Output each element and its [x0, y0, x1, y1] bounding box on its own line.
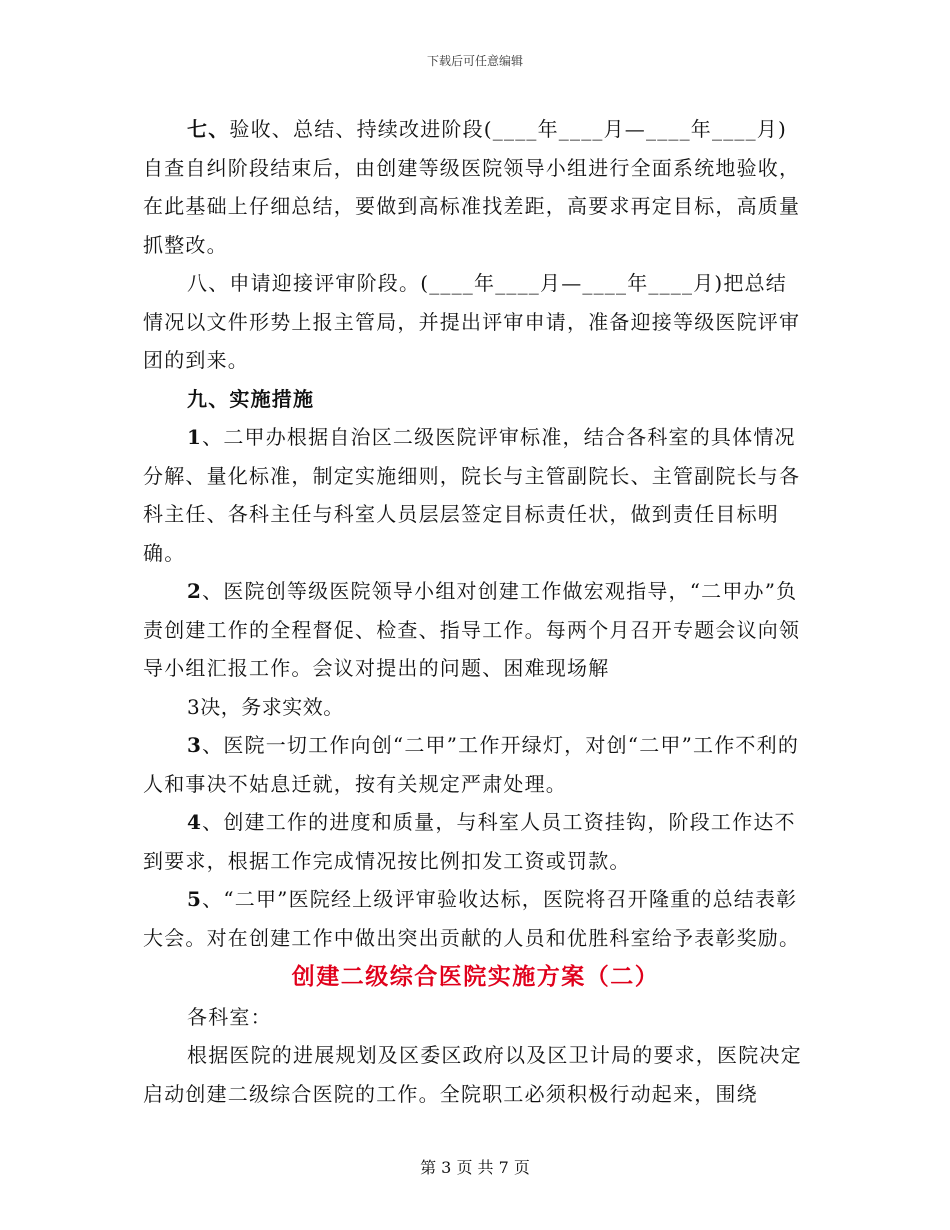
document-2-title: 创建二级综合医院实施方案（二） [291, 963, 660, 990]
measure-3-number: 3 [187, 733, 203, 757]
stage-7-number: 七、 [187, 117, 230, 141]
measure-2-continuation: 3决，务求实效。 [187, 694, 344, 719]
measure-item-2 [143, 572, 808, 688]
paragraph-stage-7 [143, 110, 808, 264]
measure-item-1 [143, 418, 808, 572]
paragraph-stage-8: 八、申请迎接评审阶段。(____年____月—____年____月)把总结情况以文件形势上报主管局，并提出评审申请，准备迎接等级医院评审团的到来。 [143, 271, 801, 372]
measure-5-text: 、“二甲”医院经上级评审验收达标，医院将召开隆重的总结表彰大会。对在创建工作中做出突出贡献的人员和优胜科室给予表彰奖励。 [143, 887, 801, 950]
measure-item-4 [143, 803, 808, 880]
section-heading-measures: 九、实施措施 [187, 386, 315, 411]
measure-5-number: 5 [187, 887, 203, 911]
measure-2-text: 、医院创等级医院领导小组对创建工作做宏观指导，“二甲办”负责创建工作的全程督促、检查、指导工作。每两个月召开专题会议向领导小组汇报工作。会议对提出的问题、困难现场解 [143, 579, 801, 680]
document-body [143, 110, 808, 1113]
measure-item-3 [143, 726, 808, 803]
measure-1-text: 、二甲办根据自治区二级医院评审标准，结合各科室的具体情况分解、量化标准，制定实施细则，院长与主管副院长、主管副院长与各科主任、各科主任与科室人员层层签定目标责任状，做到责任目标明确。 [143, 425, 801, 565]
measure-4-text: 、创建工作的进度和质量，与科室人员工资挂钩，阶段工作达不到要求，根据工作完成情况按比例扣发工资或罚款。 [143, 810, 796, 873]
intro-paragraph: 根据医院的进展规划及区委区政府以及区卫计局的要求，医院决定启动创建二级综合医院的工作。全院职工必须积极行动起来，围绕 [143, 1043, 802, 1106]
measure-2-number: 2 [187, 579, 203, 603]
stage-7-text: 验收、总结、持续改进阶段(____年____月—____年____月)自查自纠阶段结束后，由创建等级医院领导小组进行全面系统地验收，在此基础上仔细总结，要做到高标准找差距，高要求再定目标，高质量抓整改。 [143, 117, 801, 257]
measure-1-number: 1 [187, 425, 203, 449]
page-footer: 第 3 页 共 7 页 [420, 1158, 530, 1177]
measure-3-text: 、医院一切工作向创“二甲”工作开绿灯，对创“二甲”工作不利的人和事决不姑息迁就，按有关规定严肃处理。 [143, 733, 800, 796]
header-note: 下载后可任意编辑 [426, 54, 523, 68]
measure-item-5 [143, 880, 808, 957]
measure-4-number: 4 [187, 810, 203, 834]
salutation: 各科室： [187, 1004, 272, 1029]
